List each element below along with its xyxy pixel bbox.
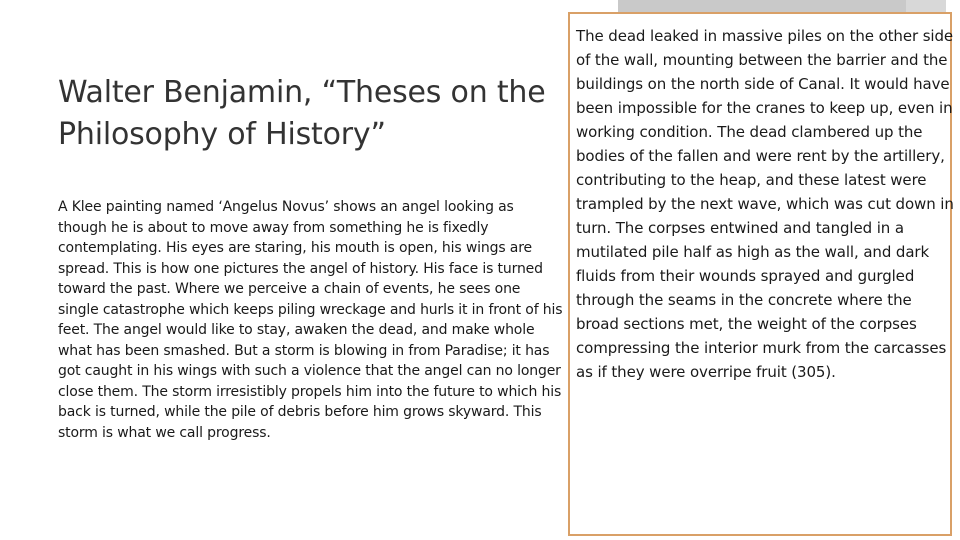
benjamin-passage: A Klee painting named ‘Angelus Novus’ shows an angel looking as though he is about to move away from something he is fixedly contemplating. His eyes are staring, his mouth is open, his wings are spread. This is how one pictures the angel of history. His face is turned toward the past. Where we perceive a chain of events, he sees one single catastrophe which keeps piling wreckage and hurls it in front of his feet. The angel would like to stay, awaken the dead, and make whole what has been smashed. But a storm is blowing in from Paradise; it has got caught in his wings with such a violence that the angel can no longer close them. The storm irresistibly propels him into the future to which his back is turned, while the pile of debris before him grows skyward. This storm is what we call progress. — [58, 199, 563, 441]
quote-passage: The dead leaked in massive piles on the other side of the wall, mounting between the barrier and the buildings on the north side of Canal. It would have been impossible for the cranes to keep up, even in working condition. The dead clambered up the bodies of the fallen and were rent by the artillery, contributing to the heap, and these latest were trampled by the next wave, which was cut down in turn. The corpses entwined and tangled in a mutilated pile half as high as the wall, and dark fluids from their wounds sprayed and gurgled through the seams in the concrete where the broad sections met, the weight of the corpses compressing the interior murk from the carcasses as if they were overripe fruit (305). — [576, 27, 954, 381]
slide-title: Walter Benjamin, “Theses on the Philosophy of History” — [58, 75, 546, 152]
